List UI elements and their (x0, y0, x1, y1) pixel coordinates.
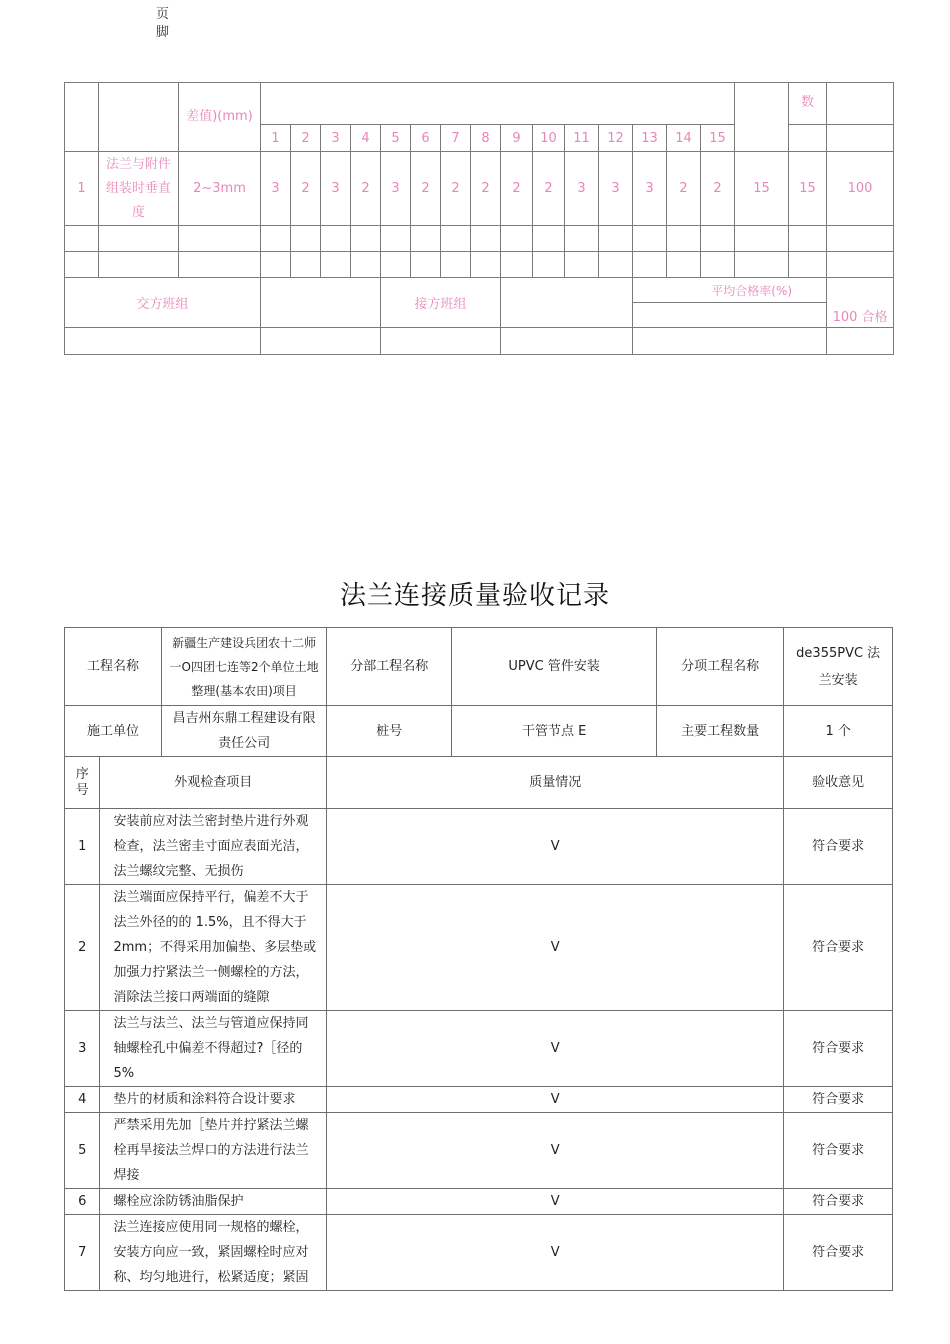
point-number: 10 (533, 125, 565, 152)
item-project: de355PVC 法兰安装 (784, 628, 893, 706)
point-value: 3 (261, 152, 291, 226)
contractor-label: 施工单位 (65, 706, 162, 757)
inspection-text: 垫片的材质和涂料符合设计要求 (100, 1087, 327, 1113)
checked-header-cell (735, 83, 789, 152)
inspection-opinion: 符合要求 (784, 1189, 893, 1215)
station-label: 桩号 (327, 706, 452, 757)
point-number: 1 (261, 125, 291, 152)
inspection-quality: V (327, 1189, 784, 1215)
opinion-column-header: 验收意见 (784, 757, 893, 809)
point-value: 2 (533, 152, 565, 226)
inspection-no: 5 (65, 1113, 100, 1189)
point-number: 14 (667, 125, 701, 152)
point-value: 3 (633, 152, 667, 226)
inspection-text: 螺栓应涂防锈油脂保护 (100, 1189, 327, 1215)
point-value: 2 (351, 152, 381, 226)
inspection-opinion: 符合要求 (784, 1011, 893, 1087)
inspection-text: 法兰与法兰、法兰与管道应保持同轴螺栓孔中偏差不得超过?［径的 5% (100, 1011, 327, 1087)
inspection-opinion: 符合要求 (784, 1087, 893, 1113)
contractor: 昌吉州东鼎工程建设有限责任公司 (162, 706, 327, 757)
inspection-row (65, 1011, 893, 1087)
sub-project-label: 分部工程名称 (327, 628, 452, 706)
inspection-quality: V (327, 1011, 784, 1087)
inspection-row (65, 1113, 893, 1189)
number-header: 数 (789, 83, 827, 125)
points-header-cell (261, 83, 735, 125)
empty-row (65, 226, 894, 252)
inspection-text: 法兰连接应使用同一规格的螺栓，安装方向应一致，紧固螺栓时应对称、均匀地进行，松紧适度；紧固 (100, 1215, 327, 1291)
contractor-row (65, 706, 893, 757)
inspection-opinion: 符合要求 (784, 1113, 893, 1189)
point-number: 2 (291, 125, 321, 152)
receiving-team-label: 接方班组 (381, 278, 501, 328)
measurement-table (64, 82, 894, 355)
inspection-row (65, 885, 893, 1011)
point-value: 3 (321, 152, 351, 226)
number-sub-cell (789, 125, 827, 152)
station: 干管节点 E (452, 706, 657, 757)
measurement-row (65, 152, 894, 226)
empty-row (65, 252, 894, 278)
inspection-quality: V (327, 1113, 784, 1189)
point-value: 2 (471, 152, 501, 226)
inspection-opinion: 符合要求 (784, 809, 893, 885)
sub-project: UPVC 管件安装 (452, 628, 657, 706)
inspection-quality: V (327, 885, 784, 1011)
point-number: 11 (565, 125, 599, 152)
inspection-opinion: 符合要求 (784, 1215, 893, 1291)
rate-sub-cell (827, 125, 894, 152)
rate-header-cell (827, 83, 894, 125)
point-number: 8 (471, 125, 501, 152)
inspection-text: 法兰端面应保持平行，偏差不大于法兰外径的的 1.5%，且不得大于 2mm；不得采用加偏垫、多层垫或加强力拧紧法兰一侧螺栓的方法，消除法兰接口两端面的缝隙 (100, 885, 327, 1011)
page-footer: 页脚 (156, 7, 170, 40)
point-value: 2 (441, 152, 471, 226)
project-name-label: 工程名称 (65, 628, 162, 706)
item-header-cell (99, 83, 179, 152)
deviation-header: 差值)(mm) (179, 83, 261, 152)
point-number: 15 (701, 125, 735, 152)
point-number: 7 (441, 125, 471, 152)
inspection-no: 2 (65, 885, 100, 1011)
inspection-no: 7 (65, 1215, 100, 1291)
point-number: 12 (599, 125, 633, 152)
inspection-row (65, 809, 893, 885)
inspection-quality: V (327, 1087, 784, 1113)
avg-pass-rate-label: 平均合格率(%) (633, 278, 827, 303)
point-number: 5 (381, 125, 411, 152)
handover-team-label: 交方班组 (65, 278, 261, 328)
inspection-row (65, 1189, 893, 1215)
point-number: 13 (633, 125, 667, 152)
row-index: 1 (65, 152, 99, 226)
point-value: 2 (701, 152, 735, 226)
inspection-row (65, 1087, 893, 1113)
point-value: 3 (599, 152, 633, 226)
receiving-team-value (501, 278, 633, 328)
row-tolerance: 2~3mm (179, 152, 261, 226)
index-header-cell (65, 83, 99, 152)
items-header-row (65, 757, 893, 809)
index-column-header: 序号 (65, 757, 100, 809)
point-value: 2 (667, 152, 701, 226)
inspection-text: 安装前应对法兰密封垫片进行外观检查，法兰密圭寸面应表面光洁，法兰螺纹完整、无损伤 (100, 809, 327, 885)
inspection-quality: V (327, 1215, 784, 1291)
handover-team-value (261, 278, 381, 328)
item-column-header: 外观检查项目 (100, 757, 327, 809)
bottom-row (65, 328, 894, 355)
inspection-row (65, 1215, 893, 1291)
inspection-text: 严禁采用先加［垫片并拧紧法兰螺栓再旱接法兰焊口的方法进行法兰焊接 (100, 1113, 327, 1189)
item-project-label: 分项工程名称 (656, 628, 783, 706)
point-value: 2 (501, 152, 533, 226)
point-value: 3 (381, 152, 411, 226)
row-item: 法兰与附件组装时垂直度 (99, 152, 179, 226)
point-value: 2 (291, 152, 321, 226)
main-quantity: 1 个 (784, 706, 893, 757)
document-title: 法兰连接质量验收记录 (339, 581, 610, 611)
point-number: 4 (351, 125, 381, 152)
inspection-quality: V (327, 809, 784, 885)
checked-points: 15 (735, 152, 789, 226)
avg-pass-rate-blank (633, 303, 827, 328)
qualified-points: 15 (789, 152, 827, 226)
point-value: 3 (565, 152, 599, 226)
inspection-no: 4 (65, 1087, 100, 1113)
point-number: 9 (501, 125, 533, 152)
inspection-opinion: 符合要求 (784, 885, 893, 1011)
acceptance-record-table (64, 627, 893, 1291)
main-quantity-label: 主要工程数量 (656, 706, 783, 757)
signature-row (65, 278, 894, 303)
project-name: 新疆生产建设兵团农十二师一O四团七连等2个单位土地整理(基本农田)项目 (162, 628, 327, 706)
inspection-no: 1 (65, 809, 100, 885)
pass-rate: 100 (827, 152, 894, 226)
point-number: 6 (411, 125, 441, 152)
inspection-no: 6 (65, 1189, 100, 1215)
project-row (65, 628, 893, 706)
point-value: 2 (411, 152, 441, 226)
avg-pass-rate-value: 100 合格 (827, 278, 894, 328)
point-number: 3 (321, 125, 351, 152)
quality-column-header: 质量情况 (327, 757, 784, 809)
inspection-no: 3 (65, 1011, 100, 1087)
